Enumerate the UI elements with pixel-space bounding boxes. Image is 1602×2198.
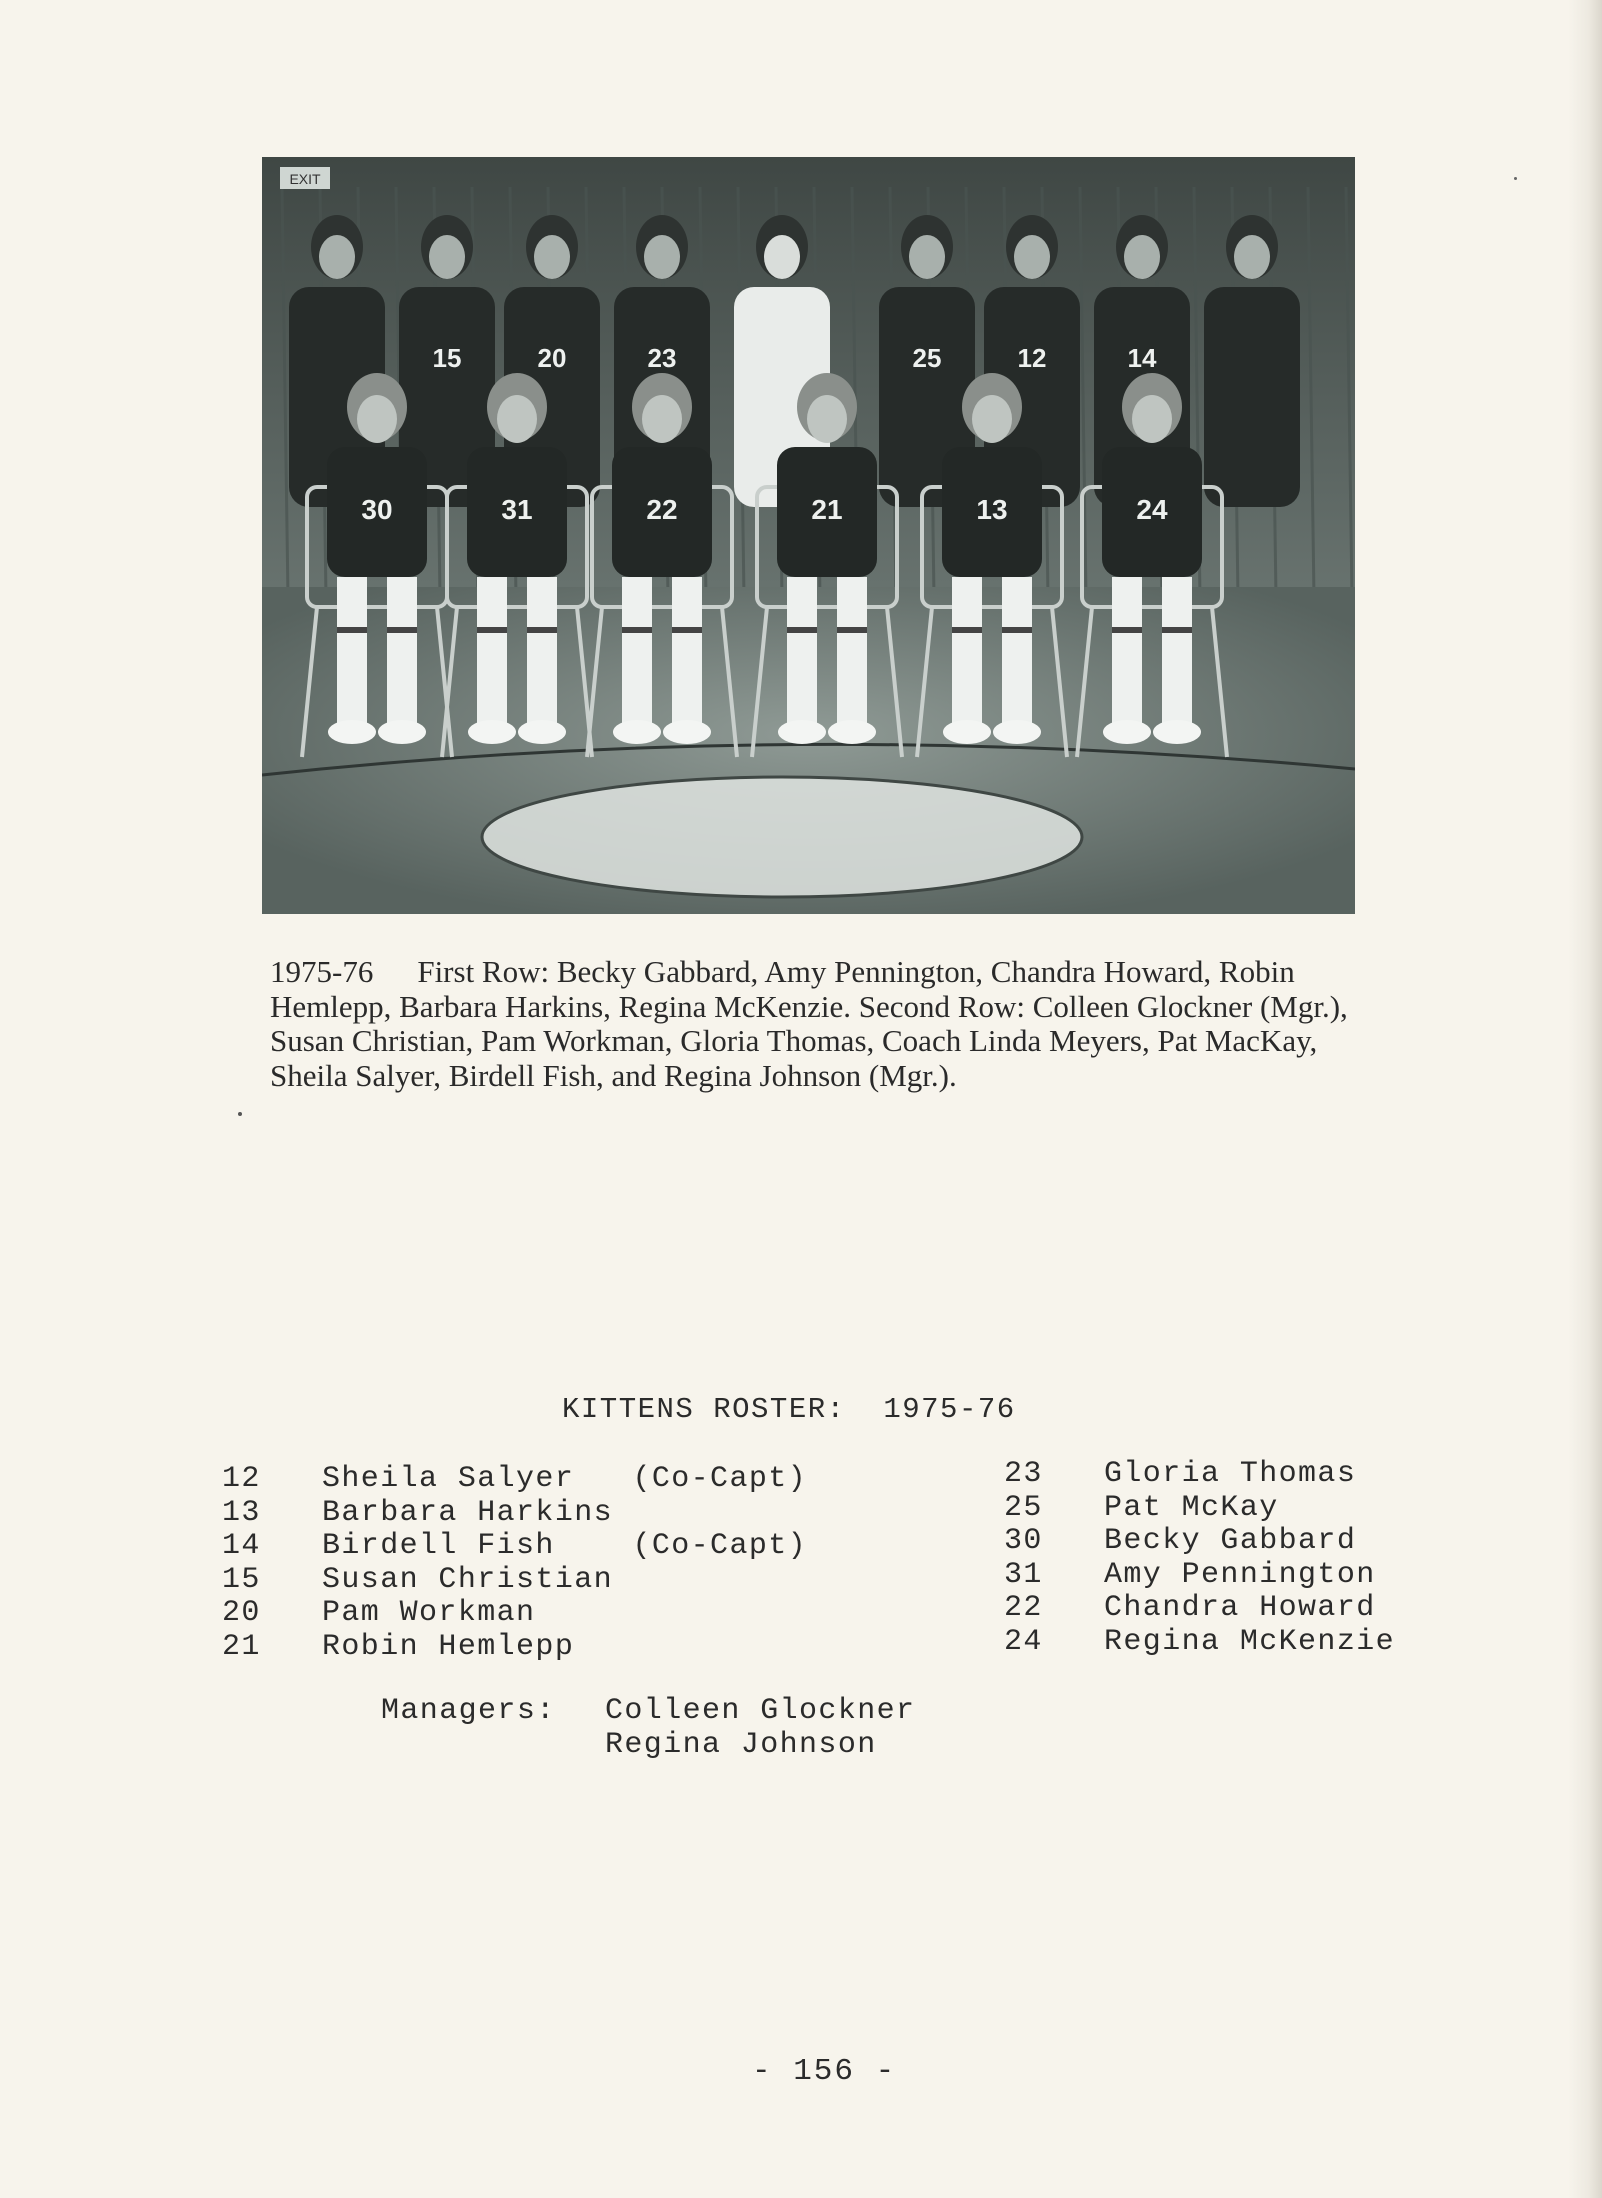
roster-jersey-number: 13 [222, 1495, 261, 1530]
photo-caption [270, 955, 1360, 1093]
front-jersey-number: 21 [811, 494, 843, 525]
speck [238, 1112, 242, 1116]
roster-player-name: Pat McKay [1104, 1490, 1279, 1525]
front-jersey-number: 22 [646, 494, 678, 525]
roster-player-name: Susan Christian [322, 1562, 614, 1597]
roster-jersey-number: 22 [1004, 1591, 1043, 1626]
back-jersey-number: 14 [1127, 343, 1157, 373]
roster-row [222, 1530, 807, 1564]
page-edge-shadow [1568, 0, 1602, 2198]
roster-title: KITTENS ROSTER: 1975-76 [562, 1393, 1016, 1426]
roster-jersey-number: 20 [222, 1596, 261, 1631]
roster-row [1004, 1458, 1395, 1492]
back-jersey-number: 12 [1017, 343, 1047, 373]
roster-row [222, 1463, 807, 1497]
roster-player-name: Regina McKenzie [1104, 1624, 1396, 1659]
front-jersey-number: 24 [1136, 494, 1168, 525]
caption-text: First Row: Becky Gabbard, Amy Pennington, Chandra Howard, Robin Hemlepp, Barbara Harkins, Regina McKenzie. Second Row: Colleen Glockner (Mgr.), Susan Christian, Pam Workman, Gloria Thomas, Coach Linda Meyers, Pat MacKay, Sheila Salyer, Birdell Fish, and Regina Johnson (Mgr.). [270, 954, 1348, 1093]
roster-row [1004, 1559, 1395, 1593]
back-jersey-number: 20 [537, 343, 567, 373]
roster-row [222, 1631, 807, 1665]
roster-row [1004, 1525, 1395, 1559]
roster-player-name: Amy Pennington [1104, 1557, 1376, 1592]
manager-name: Colleen Glockner [605, 1694, 916, 1728]
roster-row [222, 1597, 807, 1631]
roster-player-name: Birdell Fish (Co-Capt) [322, 1529, 808, 1564]
roster-row [1004, 1492, 1395, 1526]
roster-jersey-number: 23 [1004, 1457, 1043, 1491]
roster-jersey-number: 15 [222, 1562, 261, 1597]
roster-jersey-number: 21 [222, 1629, 261, 1664]
roster-left-column [222, 1463, 807, 1665]
roster-player-name: Becky Gabbard [1104, 1524, 1357, 1559]
page-number: - 156 - [752, 2054, 897, 2089]
roster-player-name: Pam Workman [322, 1596, 536, 1631]
roster-player-name: Gloria Thomas [1104, 1457, 1357, 1491]
roster-row [222, 1564, 807, 1598]
team-photo-drawing [262, 157, 1355, 914]
roster-row [222, 1497, 807, 1531]
manager-name: Regina Johnson [605, 1728, 877, 1762]
roster-jersey-number: 24 [1004, 1624, 1043, 1659]
speck [1514, 177, 1517, 180]
back-jersey-number: 23 [647, 343, 677, 373]
roster-player-name: Chandra Howard [1104, 1591, 1376, 1626]
managers-block [381, 1694, 915, 1762]
front-jersey-number: 30 [361, 494, 393, 525]
roster-row [1004, 1592, 1395, 1626]
exit-sign-text: EXIT [289, 171, 321, 187]
roster-jersey-number: 30 [1004, 1524, 1043, 1559]
roster-jersey-number: 14 [222, 1529, 261, 1564]
roster-row [1004, 1626, 1395, 1660]
back-jersey-number: 25 [912, 343, 942, 373]
managers-label: Managers: [381, 1694, 556, 1728]
front-jersey-number: 13 [976, 494, 1008, 525]
managers-names [605, 1694, 915, 1762]
roster-jersey-number: 31 [1004, 1557, 1043, 1592]
back-jersey-number: 15 [432, 343, 462, 373]
caption-year: 1975-76 [270, 954, 374, 989]
roster-jersey-number: 25 [1004, 1490, 1043, 1525]
roster-jersey-number: 12 [222, 1462, 261, 1496]
team-photo [262, 157, 1355, 914]
front-jersey-number: 31 [501, 494, 533, 525]
roster-player-name: Sheila Salyer (Co-Capt) [322, 1462, 808, 1496]
roster-player-name: Barbara Harkins [322, 1495, 614, 1530]
roster-player-name: Robin Hemlepp [322, 1629, 575, 1664]
roster-right-column [1004, 1458, 1395, 1660]
